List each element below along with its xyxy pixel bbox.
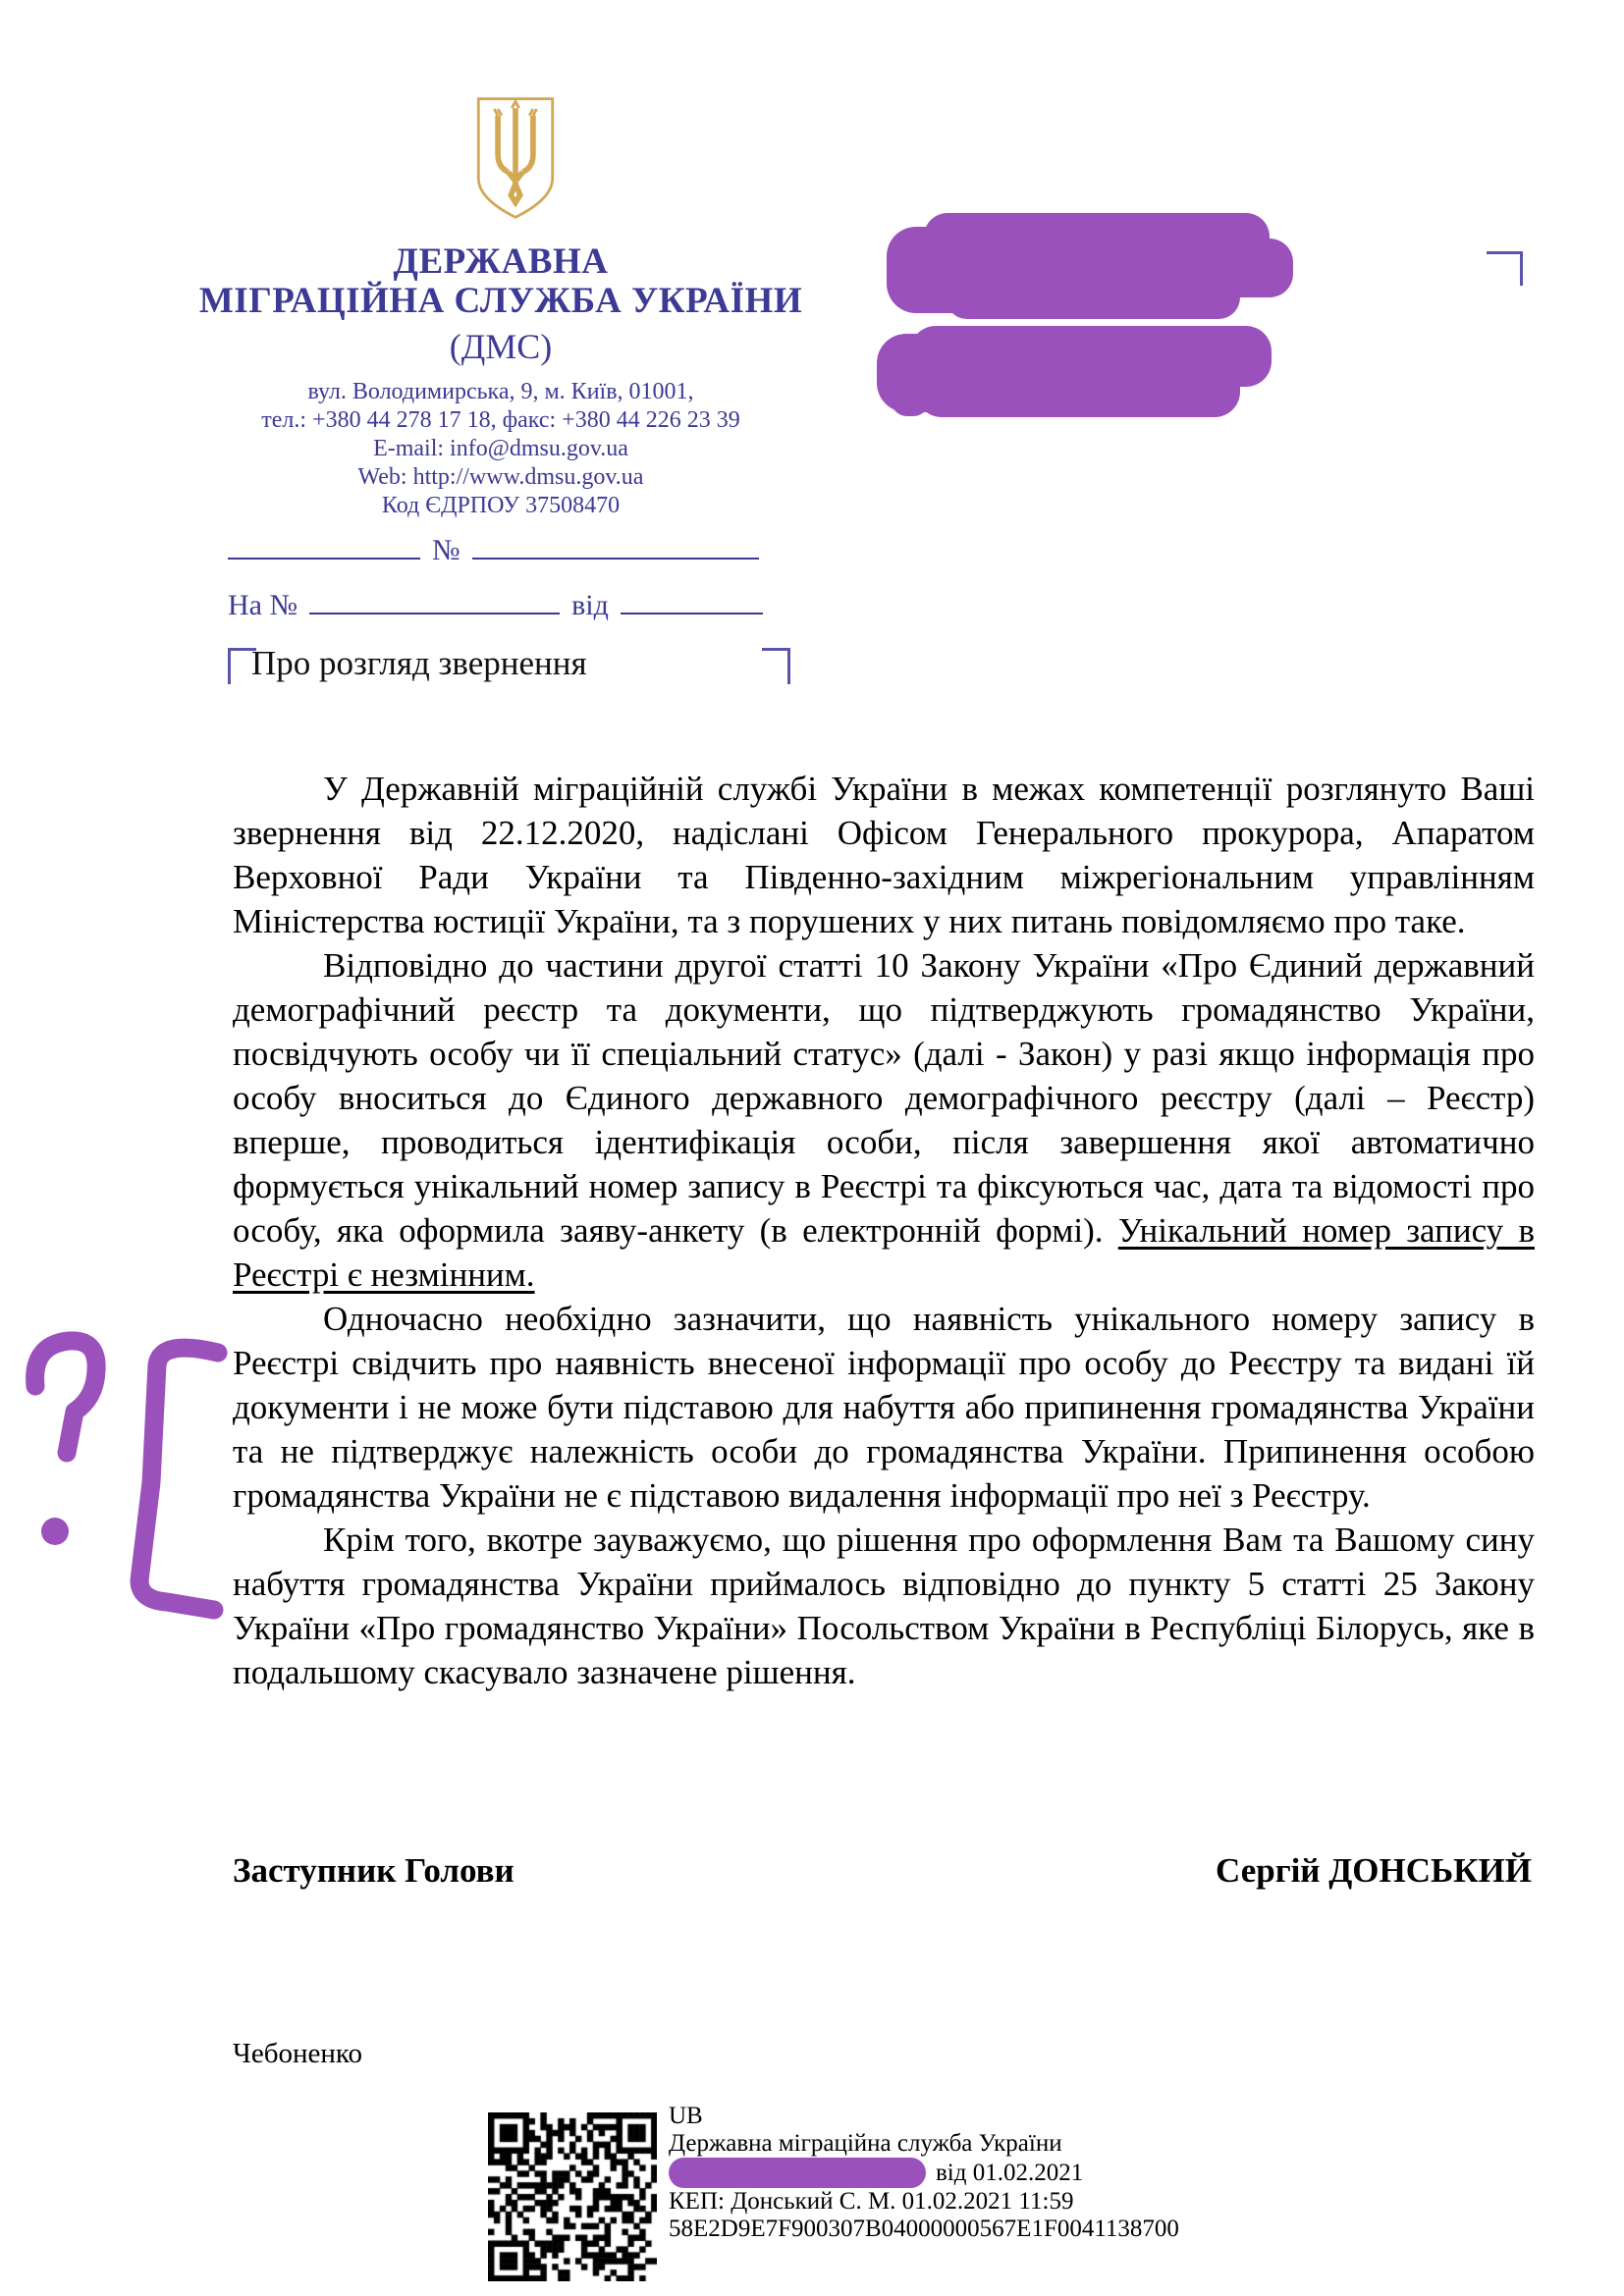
paragraph-2 bbox=[233, 943, 1535, 1297]
stamp-hash-line: 58E2D9E7F900307B04000000567E1F0041138700 bbox=[669, 2216, 1179, 2242]
org-name-line1: ДЕРЖАВНА bbox=[393, 241, 609, 282]
stamp-date: від 01.02.2021 bbox=[936, 2160, 1084, 2186]
org-address-block bbox=[147, 378, 854, 520]
paragraph-2-underlined-sentence: Унікальний номер запису в Реєстрі є незмінним. bbox=[233, 1211, 1535, 1294]
ukraine-trident-emblem-icon bbox=[468, 93, 563, 223]
stamp-number-line bbox=[669, 2158, 1297, 2188]
number-blank-field bbox=[472, 528, 759, 560]
incoming-number-blank-field bbox=[309, 583, 560, 614]
signature-row bbox=[233, 1851, 1532, 1891]
incoming-date-blank-field bbox=[621, 583, 763, 614]
signer-name: Сергій ДОНСЬКИЙ bbox=[1215, 1851, 1532, 1890]
address-line: Web: http://www.dmsu.gov.ua bbox=[357, 464, 644, 490]
stamp-line-ub: UB bbox=[669, 2103, 703, 2129]
stamp-kep-line: КЕП: Донський С. М. 01.02.2021 11:59 bbox=[669, 2188, 1074, 2215]
stamp-org-name: Державна міграційна служба України bbox=[669, 2130, 1062, 2157]
paragraph-4: Крім того, вкотре зауважуємо, що рішення про оформлення Вам та Вашому сину набуття громадянства України приймалось відповідно до пункту 5 статті 25 Закону України «Про громадянство України» Посольством України в Республіці Білорусь, яке в подальшому скасувало зазначене рішення. bbox=[233, 1521, 1535, 1691]
qr-code bbox=[488, 2112, 657, 2281]
date-blank-field bbox=[228, 528, 420, 560]
address-line: тел.: +380 44 278 17 18, факс: +380 44 226 23 39 bbox=[261, 407, 740, 433]
org-abbr: (ДМС) bbox=[449, 327, 553, 366]
date-word: від bbox=[571, 589, 609, 621]
number-symbol: № bbox=[432, 534, 460, 566]
subject-line: Про розгляд звернення bbox=[251, 644, 587, 682]
signer-position: Заступник Голови bbox=[233, 1851, 514, 1890]
org-name-block bbox=[147, 242, 854, 372]
address-line: Код ЄДРПОУ 37508470 bbox=[381, 493, 621, 518]
paragraph-1: У Державній міграційній службі України в межах компетенції розглянуто Ваші звернення від 22.12.2020, надіслані Офісом Генерального прокурора, Апаратом Верховної Ради України та Південно-західним міжрегіональним управлінням Міністерства юстиції України, та з порушених у них питань повідомляємо про таке. bbox=[233, 770, 1535, 940]
address-zone-corner-mark bbox=[1487, 251, 1523, 286]
subject-corner-right bbox=[762, 648, 790, 684]
handwritten-question-mark-and-bracket-annotation bbox=[12, 1317, 238, 1641]
executor-name: Чебоненко bbox=[233, 2038, 363, 2069]
redaction-blob-recipient-2 bbox=[877, 326, 1272, 419]
org-name-line2: МІГРАЦІЙНА СЛУЖБА УКРАЇНИ bbox=[198, 281, 803, 321]
paragraph-3: Одночасно необхідно зазначити, що наявність унікального номеру запису в Реєстрі свідчить про наявність внесеної інформації про особу до Реєстру та видані їй документи і не може бути підставою для набуття або припинення громадянства України та не підтверджує належність особи до громадянства України. Припинення особою громадянства України не є підставою видалення інформації про неї з Реєстру. bbox=[233, 1300, 1535, 1515]
address-line: вул. Володимирська, 9, м. Київ, 01001, bbox=[307, 379, 694, 404]
redaction-blob-recipient-1 bbox=[887, 213, 1299, 319]
incoming-number-line bbox=[228, 583, 763, 622]
digital-signature-stamp bbox=[669, 2103, 1297, 2243]
letter-body bbox=[233, 767, 1535, 1694]
address-line: E-mail: info@dmsu.gov.ua bbox=[373, 436, 628, 461]
outgoing-number-line bbox=[228, 528, 759, 567]
redaction-pill-document-number bbox=[669, 2158, 926, 2188]
paragraph-2-text: Відповідно до частини другої статті 10 Закону України «Про Єдиний державний демографічний реєстр та документи, що підтверджують громадянство України, посвідчують особу чи її спеціальний статус» (далі - Закон) у разі якщо інформація про особу вноситься до Єдиного державного демографічного реєстру (далі – Реєстр) вперше, проводиться ідентифікація особи, після завершення якої автоматично формується унікальний номер запису в Реєстрі та фіксуються час, дата та відомості про особу, яка оформила заяву-анкету (в електронній формі). bbox=[233, 946, 1535, 1250]
reply-prefix: На № bbox=[228, 589, 298, 621]
